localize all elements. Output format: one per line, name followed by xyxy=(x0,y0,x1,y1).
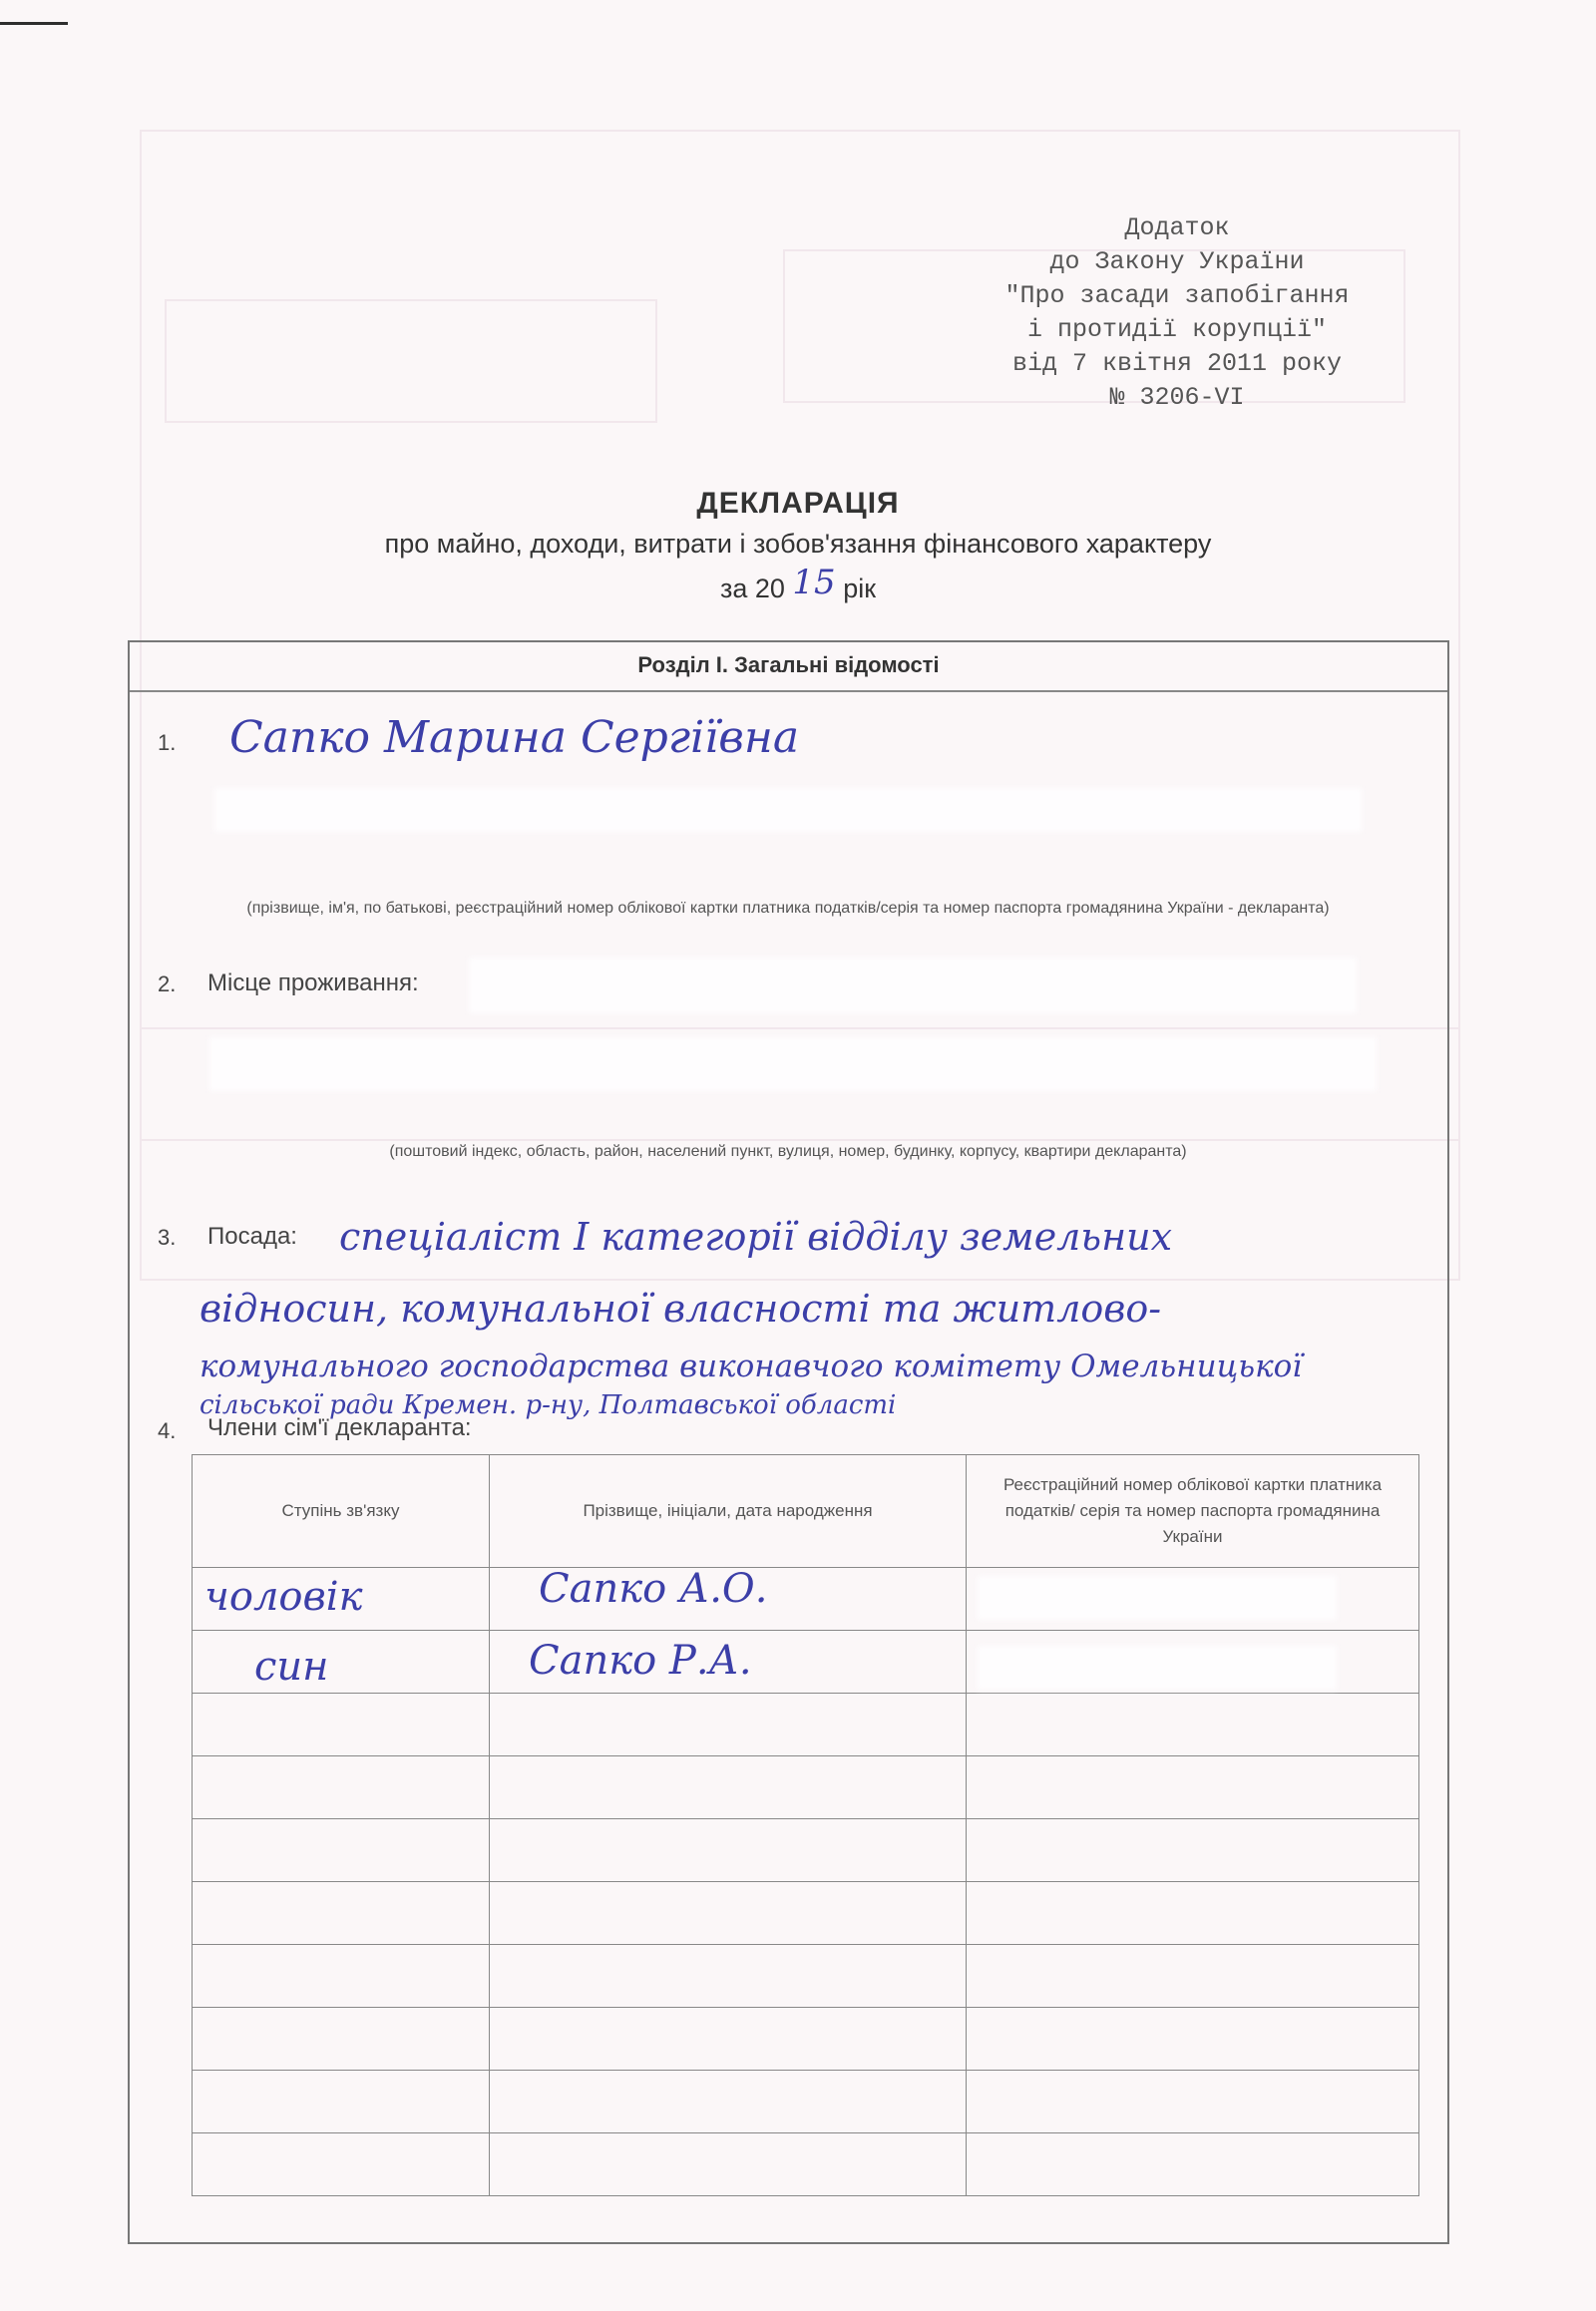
item-4-number: 4. xyxy=(158,1418,177,1443)
appendix-line: до Закону України xyxy=(1049,247,1305,276)
item-1-caption: (прізвище, ім'я, по батькові, реєстраційний номер облікової картки платника податків/серія та номер паспорта громадянина України - декларанта) xyxy=(246,900,1330,917)
table-row xyxy=(193,2071,1419,2133)
document-title: ДЕКЛАРАЦІЯ xyxy=(696,487,900,520)
table-row xyxy=(193,1694,1419,1756)
column-header-name: Прізвище, ініціали, дата народження xyxy=(490,1455,967,1568)
declaration-year xyxy=(0,563,1596,606)
family-members-label: Члени сім'ї декларанта: xyxy=(207,1414,472,1441)
table-row xyxy=(193,1945,1419,2008)
appendix-line: № 3206-VI xyxy=(1109,383,1245,412)
family-members-table xyxy=(192,1454,1419,2196)
year-handwritten: 15 xyxy=(792,563,836,602)
appendix-line: "Про засади запобігання xyxy=(1004,281,1350,310)
appendix-line: від 7 квітня 2011 року xyxy=(1011,349,1343,378)
table-row xyxy=(193,1882,1419,1945)
position-handwritten-line-2: відносин, комунальної власності та житлово- xyxy=(200,1287,1162,1331)
redacted-address xyxy=(469,958,1357,1013)
column-header-relation: Ступінь зв'язку xyxy=(193,1455,490,1568)
member-1-relation: чоловік xyxy=(204,1574,363,1620)
redacted-member-2-id xyxy=(978,1646,1337,1690)
position-label: Посада: xyxy=(207,1223,297,1250)
document-subtitle: про майно, доходи, витрати і зобов'язання фінансового характеру xyxy=(384,529,1212,559)
member-1-name: Сапко А.О. xyxy=(539,1566,768,1612)
year-suffix: рік xyxy=(843,574,877,603)
item-1-number: 1. xyxy=(158,730,177,755)
member-2-relation: син xyxy=(254,1644,329,1690)
item-2-number: 2. xyxy=(158,971,177,996)
member-2-name: Сапко Р.А. xyxy=(529,1638,752,1684)
position-handwritten-line-3: комунального господарства виконавчого комітету Омельницької xyxy=(200,1348,1303,1384)
table-row xyxy=(193,2133,1419,2196)
redacted-address-line xyxy=(209,1037,1377,1091)
appendix-line: Додаток xyxy=(1124,213,1230,242)
table-row xyxy=(193,2008,1419,2071)
redacted-id-area xyxy=(214,788,1362,832)
redacted-member-1-id xyxy=(978,1576,1337,1620)
section-heading: Розділ І. Загальні відомості xyxy=(130,640,1447,692)
column-header-tax-number: Реєстраційний номер облікової картки платника податків/ серія та номер паспорта громадянина України xyxy=(967,1455,1419,1568)
residence-label: Місце проживання: xyxy=(207,969,419,996)
scan-edge-mark xyxy=(0,22,68,25)
item-3-number: 3. xyxy=(158,1225,177,1250)
year-prefix: за 20 xyxy=(719,574,785,603)
table-row xyxy=(193,1756,1419,1819)
table-row xyxy=(193,1819,1419,1882)
position-handwritten-line-1: спеціаліст І категорії відділу земельних xyxy=(339,1215,1172,1259)
table-header-row xyxy=(193,1455,1419,1568)
declarant-name-handwritten: Сапко Марина Сергіївна xyxy=(229,712,800,763)
appendix-note xyxy=(918,211,1436,415)
position-handwritten-line-4: сільської ради Кремен. р-ну, Полтавської області xyxy=(200,1390,897,1420)
item-2-caption: (поштовий індекс, область, район, населений пункт, вулиця, номер, будинку, корпусу, квартири декларанта) xyxy=(389,1143,1187,1160)
appendix-line: і протидії корупції" xyxy=(1026,315,1328,344)
